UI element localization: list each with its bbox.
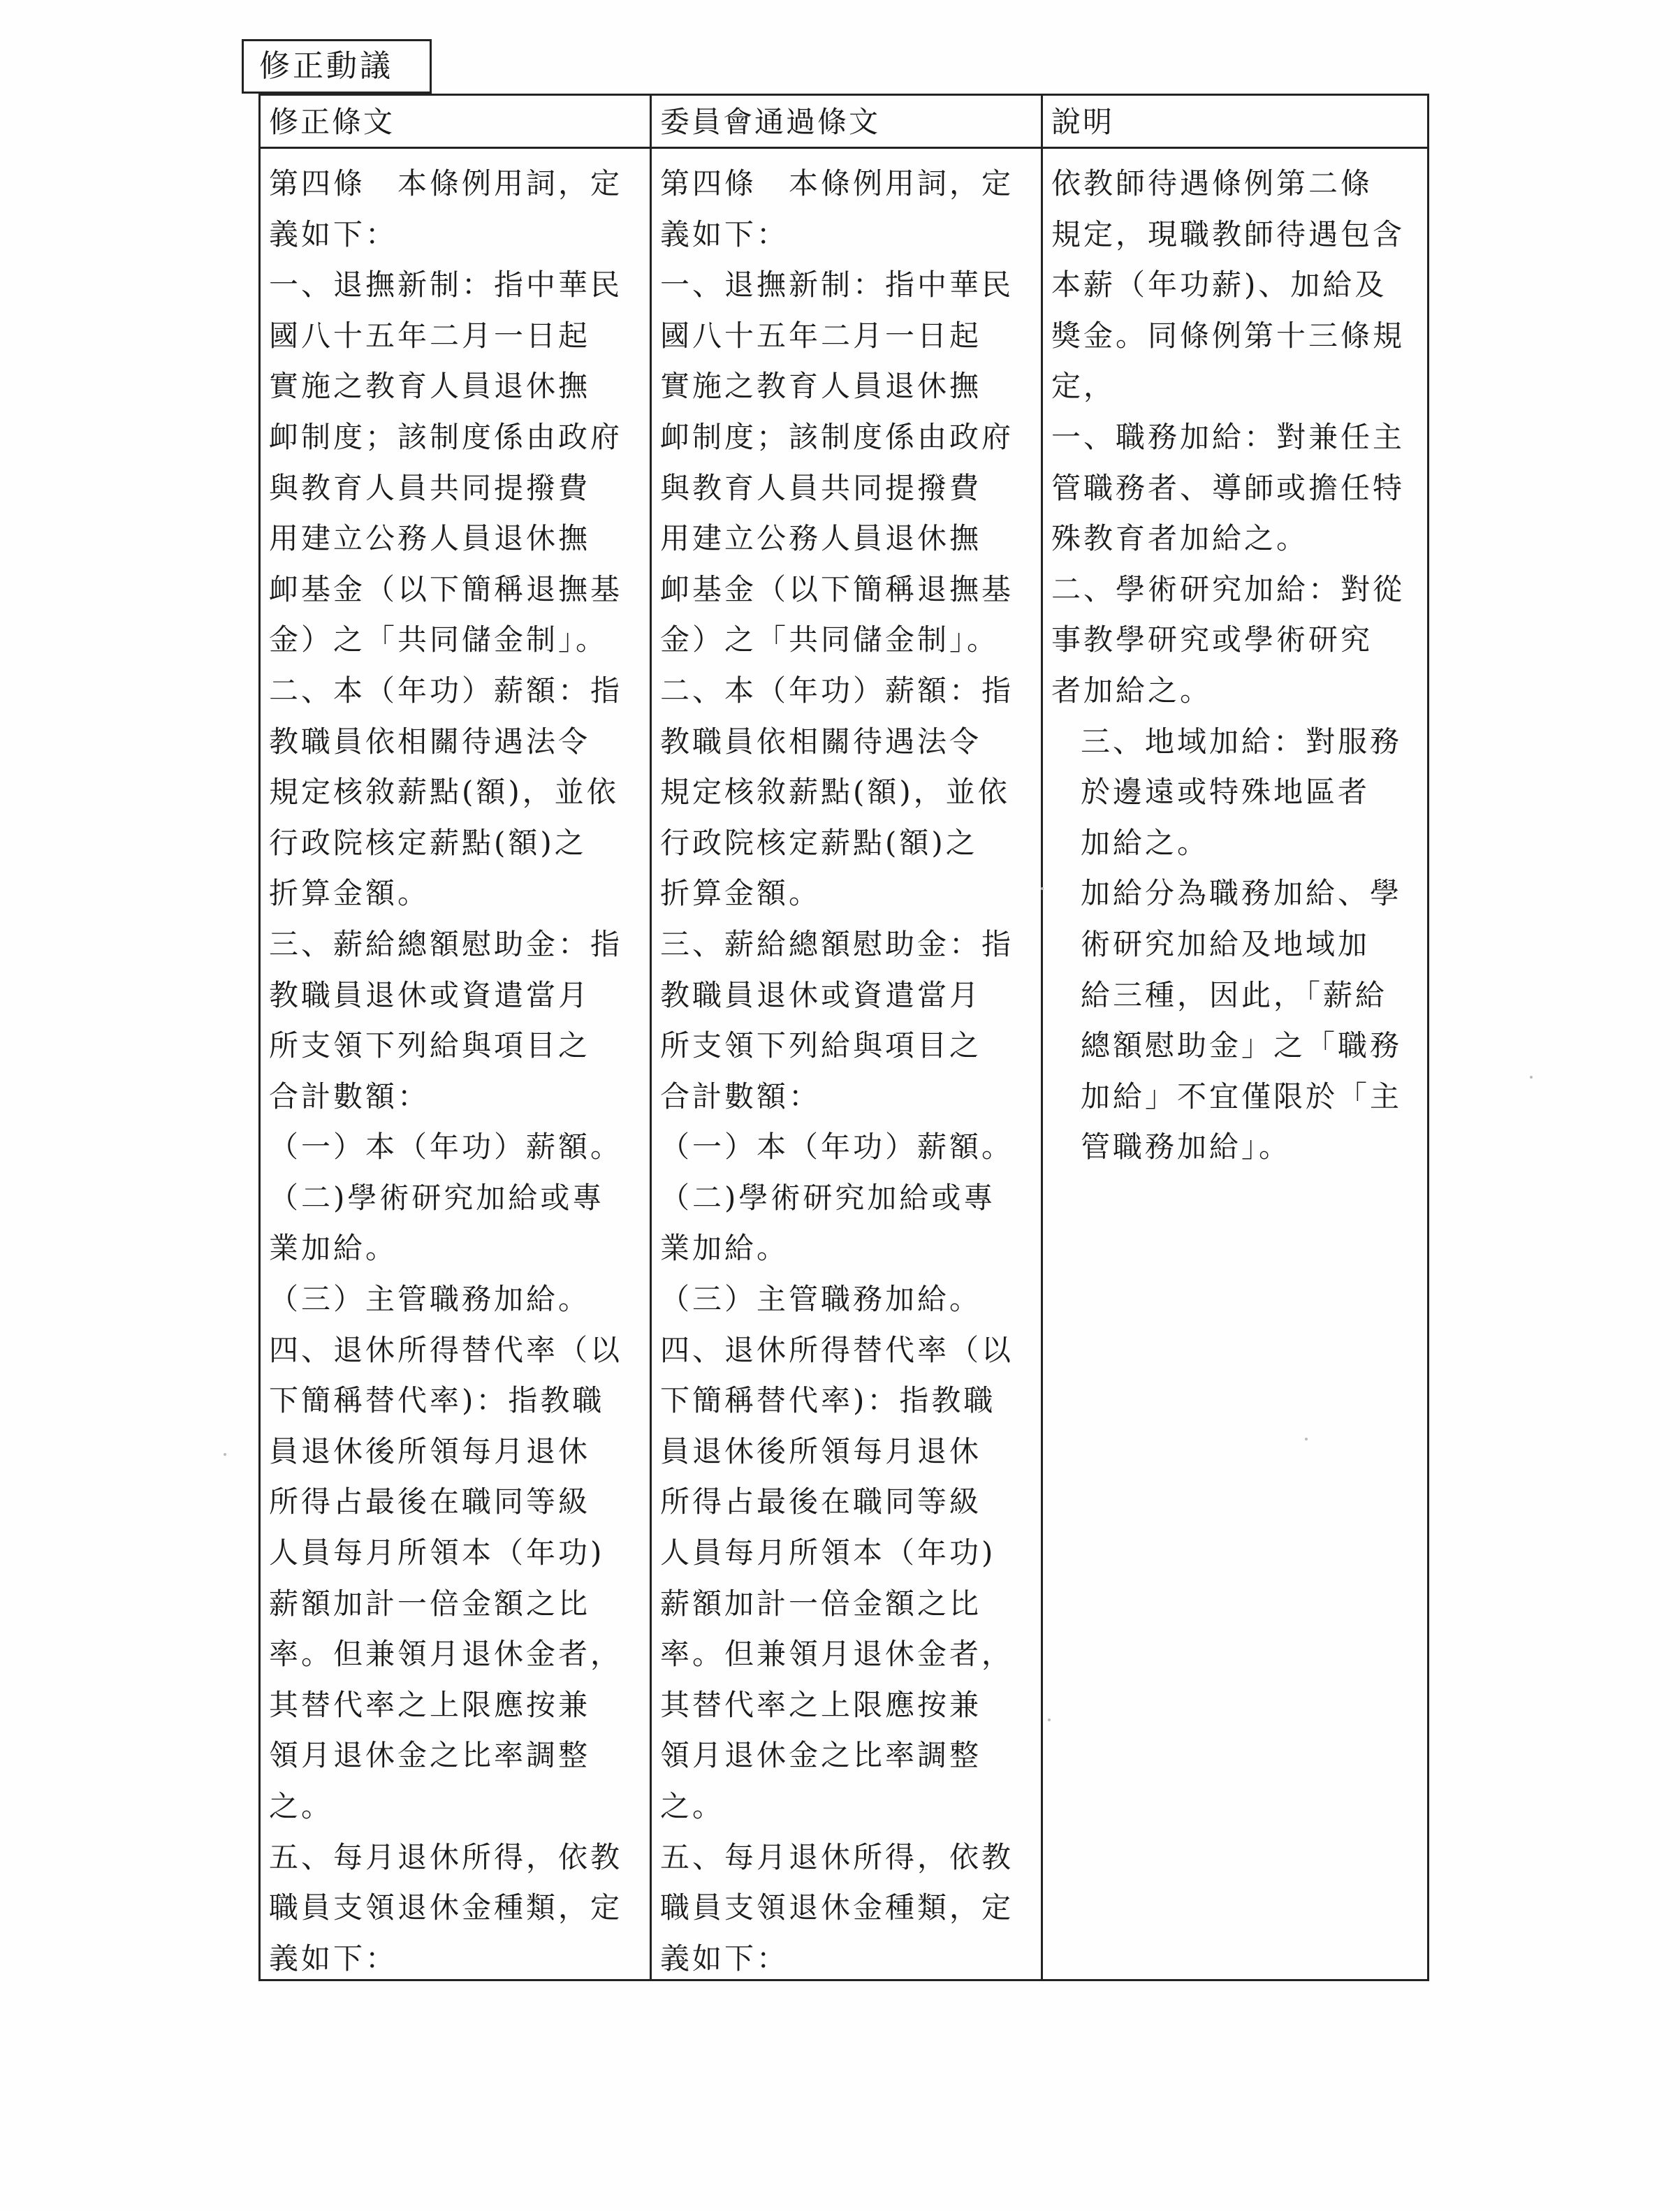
column-body-explanation — [1043, 149, 1427, 1173]
text-line: 與教育人員共同提撥費 — [269, 470, 591, 505]
text-line: 用建立公務人員退休撫 — [660, 521, 982, 556]
column-header-amended: 修正條文 — [261, 96, 650, 149]
text-line: 規定核敘薪點(額)，並依 — [269, 775, 619, 810]
text-line: 教職員退休或資遣當月 — [269, 977, 591, 1012]
text-line: 率。但兼領月退休金者， — [660, 1637, 1014, 1672]
scan-speck — [224, 1453, 226, 1456]
text-line: 折算金額。 — [269, 876, 430, 911]
text-line: 卹基金（以下簡稱退撫基 — [269, 571, 623, 606]
text-line: 職員支領退休金種類，定 — [269, 1890, 623, 1925]
text-line: 之。 — [269, 1789, 334, 1823]
text-line: 行政院核定薪點(額)之 — [660, 825, 978, 860]
column-committee-text — [652, 96, 1043, 1979]
text-line: 國八十五年二月一日起 — [269, 318, 591, 353]
text-line: 業加給。 — [660, 1231, 789, 1266]
text-line: 殊教育者加給之。 — [1051, 521, 1309, 556]
text-line: 規定，現職教師待遇包含 — [1051, 217, 1405, 251]
text-line: 第四條 本條例用詞，定 — [660, 166, 1014, 200]
text-line: （二)學術研究加給或專 — [269, 1180, 605, 1215]
column-explanation — [1043, 96, 1427, 1979]
text-line: 規定核敘薪點(額)，並依 — [660, 775, 1010, 810]
text-line: 人員每月所領本（年功) — [660, 1535, 996, 1570]
text-line: 義如下： — [269, 217, 398, 251]
text-line: 教職員依相關待遇法令 — [269, 724, 591, 759]
text-line: （一）本（年功）薪額。 — [269, 1130, 623, 1165]
text-line: 二、本（年功）薪額：指 — [269, 673, 623, 708]
text-line: 員退休後所領每月退休 — [660, 1433, 982, 1468]
text-line: 所得占最後在職同等級 — [660, 1484, 982, 1519]
column-header-explanation: 說明 — [1043, 96, 1427, 149]
text-line: 其替代率之上限應按兼 — [269, 1687, 591, 1722]
text-line: 五、每月退休所得，依教 — [269, 1839, 623, 1874]
text-line: 之。 — [660, 1789, 725, 1823]
text-line: 折算金額。 — [660, 876, 821, 911]
text-line: 一、退撫新制：指中華民 — [660, 268, 1014, 302]
text-line: 一、職務加給：對兼任主 — [1051, 419, 1405, 454]
text-line: 薪額加計一倍金額之比 — [660, 1586, 982, 1621]
text-line: 國八十五年二月一日起 — [660, 318, 982, 353]
text-line: 用建立公務人員退休撫 — [269, 521, 591, 556]
text-line: 人員每月所領本（年功) — [269, 1535, 605, 1570]
text-line: 薪額加計一倍金額之比 — [269, 1586, 591, 1621]
text-line: 所支領下列給與項目之 — [660, 1028, 982, 1063]
text-line: （二)學術研究加給或專 — [660, 1180, 996, 1215]
text-line: 第四條 本條例用詞，定 — [269, 166, 623, 200]
text-line: 五、每月退休所得，依教 — [660, 1839, 1014, 1874]
text-line: 事教學研究或學術研究 — [1051, 622, 1373, 657]
text-line: 加給」不宜僅限於「主 — [1081, 1079, 1403, 1114]
text-line: 下簡稱替代率)：指教職 — [660, 1383, 996, 1418]
text-line: 實施之教育人員退休撫 — [269, 369, 591, 404]
text-line: 卹基金（以下簡稱退撫基 — [660, 571, 1014, 606]
text-line: 率。但兼領月退休金者， — [269, 1637, 623, 1672]
text-line: 於邊遠或特殊地區者 — [1081, 775, 1371, 810]
scan-speck — [1305, 1438, 1308, 1440]
motion-label-box: 修正動議 — [242, 39, 432, 94]
text-line: 業加給。 — [269, 1231, 398, 1266]
text-line: 義如下： — [660, 217, 789, 251]
text-line: 與教育人員共同提撥費 — [660, 470, 982, 505]
text-line: （三）主管職務加給。 — [269, 1282, 591, 1317]
text-line: 行政院核定薪點(額)之 — [269, 825, 587, 860]
text-line: 卹制度；該制度係由政府 — [660, 419, 1014, 454]
text-line: 職員支領退休金種類，定 — [660, 1890, 1014, 1925]
text-line: 合計數額： — [269, 1079, 430, 1114]
text-line: 給三種，因此，「薪給 — [1081, 977, 1388, 1012]
text-line: 卹制度；該制度係由政府 — [269, 419, 623, 454]
text-line: 金）之「共同儲金制」。 — [269, 622, 608, 657]
text-line: 加給分為職務加給、學 — [1081, 876, 1403, 911]
column-body-committee — [652, 149, 1041, 1984]
column-body-amended — [261, 149, 650, 1984]
text-line: 一、退撫新制：指中華民 — [269, 268, 623, 302]
text-line: 金）之「共同儲金制」。 — [660, 622, 1000, 657]
text-line: 三、薪給總額慰助金：指 — [660, 926, 1014, 961]
column-amended-text — [261, 96, 652, 1979]
text-line: 四、退休所得替代率（以 — [269, 1332, 623, 1367]
text-line: 二、學術研究加給：對從 — [1051, 571, 1405, 606]
text-line: 所支領下列給與項目之 — [269, 1028, 591, 1063]
text-line: 依教師待遇條例第二條 — [1051, 166, 1373, 200]
column-header-committee: 委員會通過條文 — [652, 96, 1041, 149]
text-line: 加給之。 — [1081, 825, 1210, 860]
text-line: 領月退休金之比率調整 — [269, 1738, 591, 1773]
text-line: 員退休後所領每月退休 — [269, 1433, 591, 1468]
text-line: （一）本（年功）薪額。 — [660, 1130, 1014, 1165]
scan-speck — [1041, 887, 1044, 890]
text-line: 獎金。同條例第十三條規 — [1051, 318, 1405, 353]
text-line: 管職務加給」。 — [1081, 1130, 1292, 1165]
text-line: 總額慰助金」之「職務 — [1081, 1028, 1403, 1063]
comparison-table — [258, 94, 1429, 1981]
scan-speck — [1048, 1719, 1051, 1721]
text-line: 三、薪給總額慰助金：指 — [269, 926, 623, 961]
text-line: 管職務者、導師或擔任特 — [1051, 470, 1405, 505]
text-line: 下簡稱替代率)：指教職 — [269, 1383, 605, 1418]
scan-speck — [1530, 1076, 1533, 1079]
text-line: 義如下： — [660, 1941, 789, 1976]
text-line: 實施之教育人員退休撫 — [660, 369, 982, 404]
text-line: 合計數額： — [660, 1079, 821, 1114]
text-line: （三）主管職務加給。 — [660, 1282, 982, 1317]
text-line: 四、退休所得替代率（以 — [660, 1332, 1014, 1367]
text-line: 者加給之。 — [1051, 673, 1213, 708]
text-line: 二、本（年功）薪額：指 — [660, 673, 1014, 708]
text-line: 本薪（年功薪)、加給及 — [1051, 268, 1387, 302]
text-line: 教職員退休或資遣當月 — [660, 977, 982, 1012]
text-line: 教職員依相關待遇法令 — [660, 724, 982, 759]
text-line: 領月退休金之比率調整 — [660, 1738, 982, 1773]
text-line: 義如下： — [269, 1941, 398, 1976]
text-line: 所得占最後在職同等級 — [269, 1484, 591, 1519]
text-line: 三、地域加給：對服務 — [1081, 724, 1403, 759]
text-line: 術研究加給及地域加 — [1081, 926, 1371, 961]
text-line: 其替代率之上限應按兼 — [660, 1687, 982, 1722]
text-line: 定， — [1051, 369, 1116, 404]
